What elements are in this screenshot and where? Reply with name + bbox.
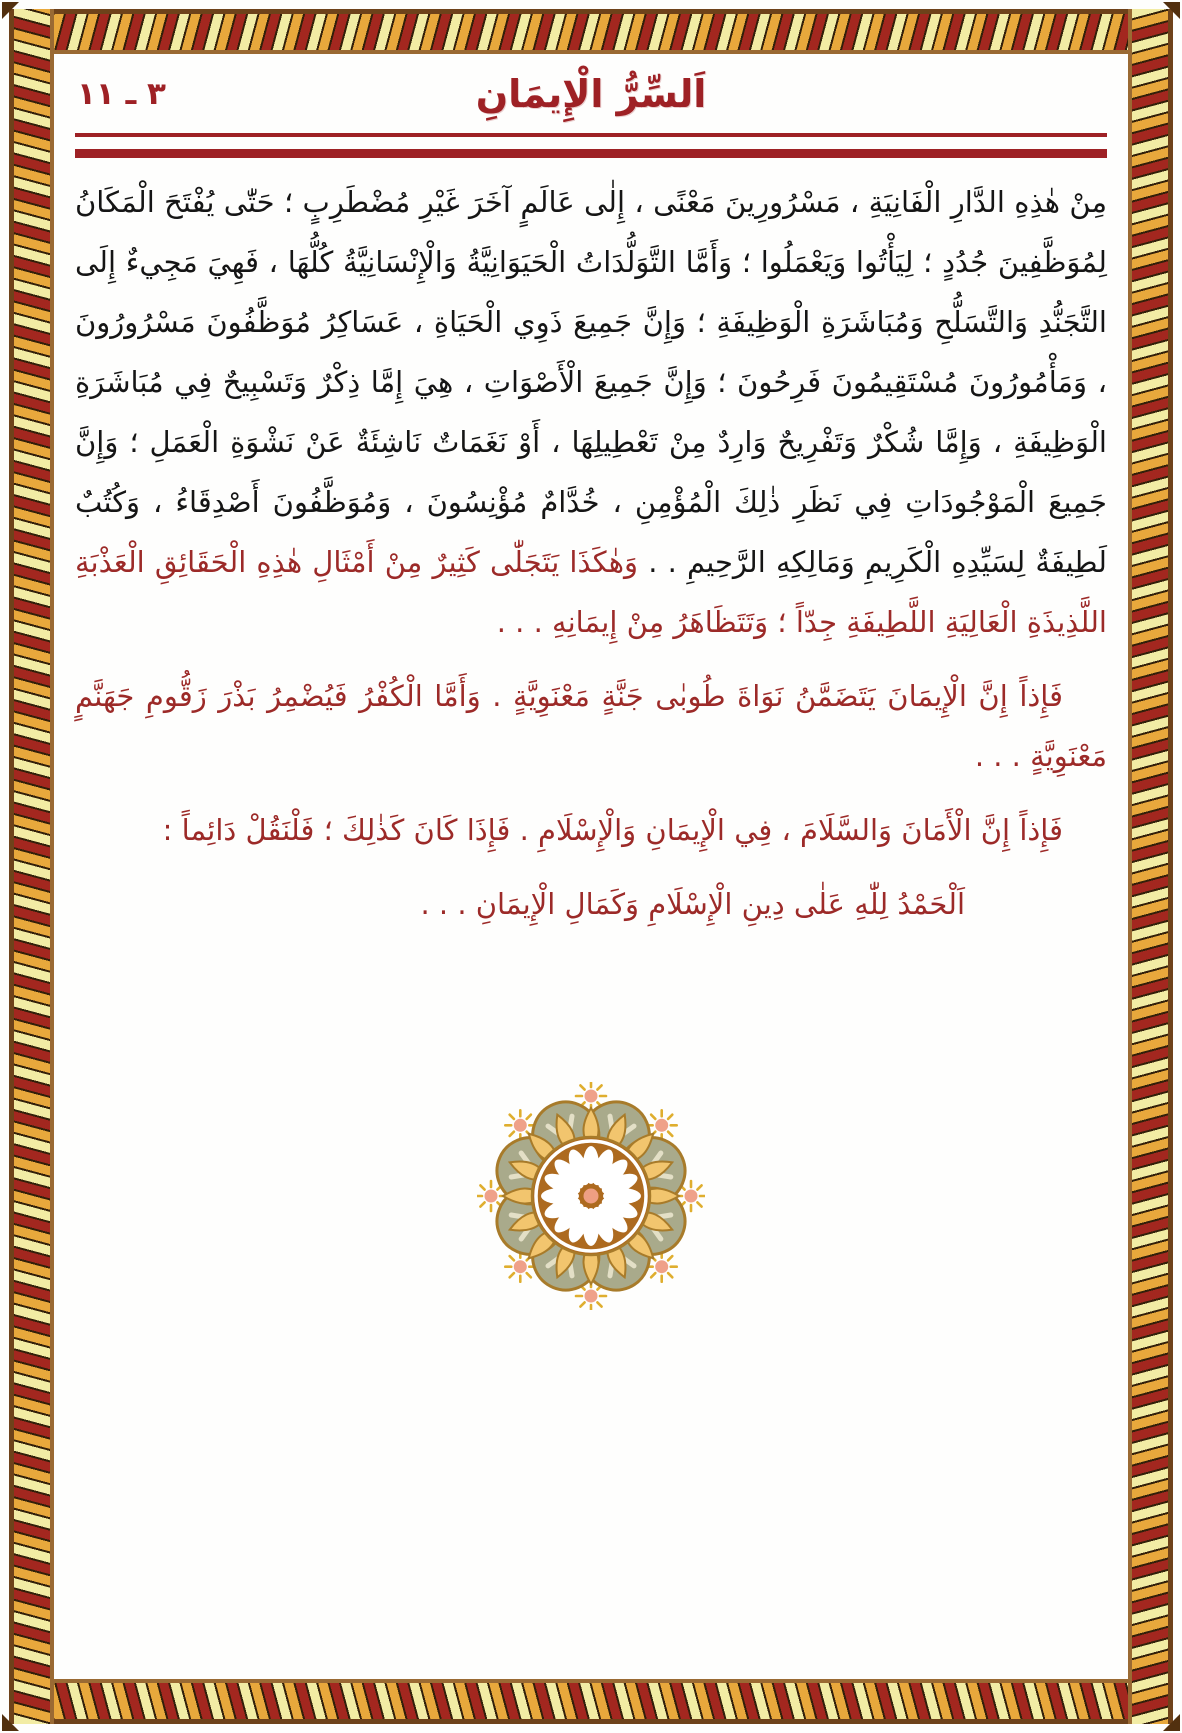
header-double-rule [75, 133, 1107, 158]
paragraph-1-black-text: مِنْ هٰذِهِ الدَّارِ الْفَانِيَةِ ، مَسْرُورِينَ مَعْنًى ، إِلٰى عَالَمٍ آخَرَ غَيْرِ مُضْطَرِبٍ ؛ حَتّٰى يُفْتَحَ الْمَكَانُ لِمُوَظَّفِينَ جُدُدٍ ؛ لِيَأْتُوا وَيَعْمَلُوا ؛ وَأَمَّا التَّوَلُّدَاتُ الْحَيَوَانِيَّةُ وَالْإِنْسَانِيَّةُ كُلُّهَا ، فَهِيَ مَجِيءٌ إِلَى التَّجَنُّدِ وَالتَّسَلُّحِ وَمُبَاشَرَةِ الْوَظِيفَةِ ؛ وَإِنَّ جَمِيعَ ذَوِي الْحَيَاةِ ، عَسَاكِرُ مُوَظَّفُونَ مَسْرُورُونَ ، وَمَأْمُورُونَ مُسْتَقِيمُونَ فَرِحُونَ ؛ وَإِنَّ جَمِيعَ الْأَصْوَاتِ ، هِيَ إِمَّا ذِكْرٌ وَتَسْبِيحٌ فِي مُبَاشَرَةِ الْوَظِيفَةِ ، وَإِمَّا شُكْرٌ وَتَفْرِيحٌ وَارِدٌ مِنْ تَعْطِيلِهَا ، أَوْ نَغَمَاتٌ نَاشِئَةٌ عَنْ نَشْوَةِ الْعَمَلِ ؛ وَإِنَّ جَمِيعَ الْمَوْجُودَاتِ فِي نَظَرِ ذٰلِكَ الْمُؤْمِنِ ، خُدَّامٌ مُؤْنِسُونَ ، وَمُوَظَّفُونَ أَصْدِقَاءُ ، وَكُتُبٌ لَطِيفَةٌ لِسَيِّدِهِ الْكَرِيمِ وَمَالِكِهِ الرَّحِيمِ . . [75, 185, 1107, 579]
border-left-strip [9, 9, 54, 1724]
rosette-flower-icon [477, 1082, 705, 1310]
body-paragraph-2: فَإِذاً إِنَّ الْإِيمَانَ يَتَضَمَّنُ نَوَاةَ طُوبٰى جَنَّةٍ مَعْنَوِيَّةٍ . وَأَمَّا الْكُفْرُ فَيُضْمِرُ بَذْرَ زَقُّومِ جَهَنَّمٍ مَعْنَوِيَّةٍ . . . [75, 679, 1107, 773]
border-right-strip [1128, 9, 1173, 1724]
page-number: ٣ ـ ١١ [77, 76, 166, 112]
body-paragraph-4: اَلْحَمْدُ لِلّٰهِ عَلٰى دِينِ الْإِسْلَامِ وَكَمَالِ الْإِيمَانِ . . . [420, 887, 965, 921]
page-header [75, 0, 1107, 158]
body-paragraph-3: فَإِذاً إِنَّ الْأَمَانَ وَالسَّلَامَ ، فِي الْإِيمَانِ وَالْإِسْلَامِ . فَإِذَا كَانَ كَذٰلِكَ ؛ فَلْنَقُلْ دَائِماً : [162, 813, 1063, 847]
page-title: اَلسِّرُّ الْإِيمَانِ [475, 72, 707, 116]
border-bottom-strip [9, 1679, 1173, 1724]
paragraph-1-red-text: وَهٰكَذَا يَتَجَلّٰى كَثِيرٌ مِنْ أَمْثَالِ هٰذِهِ الْحَقَائِقِ الْعَذْبَةِ اللَّذِيذَةِ الْعَالِيَةِ اللَّطِيفَةِ جِدّاً ؛ وَتَتَظَاهَرُ مِنْ إِيمَانِهِ . . . [75, 545, 1107, 639]
body-text [75, 172, 1107, 934]
rosette-ornament [0, 1082, 1182, 1314]
body-paragraph-1 [75, 172, 1107, 652]
